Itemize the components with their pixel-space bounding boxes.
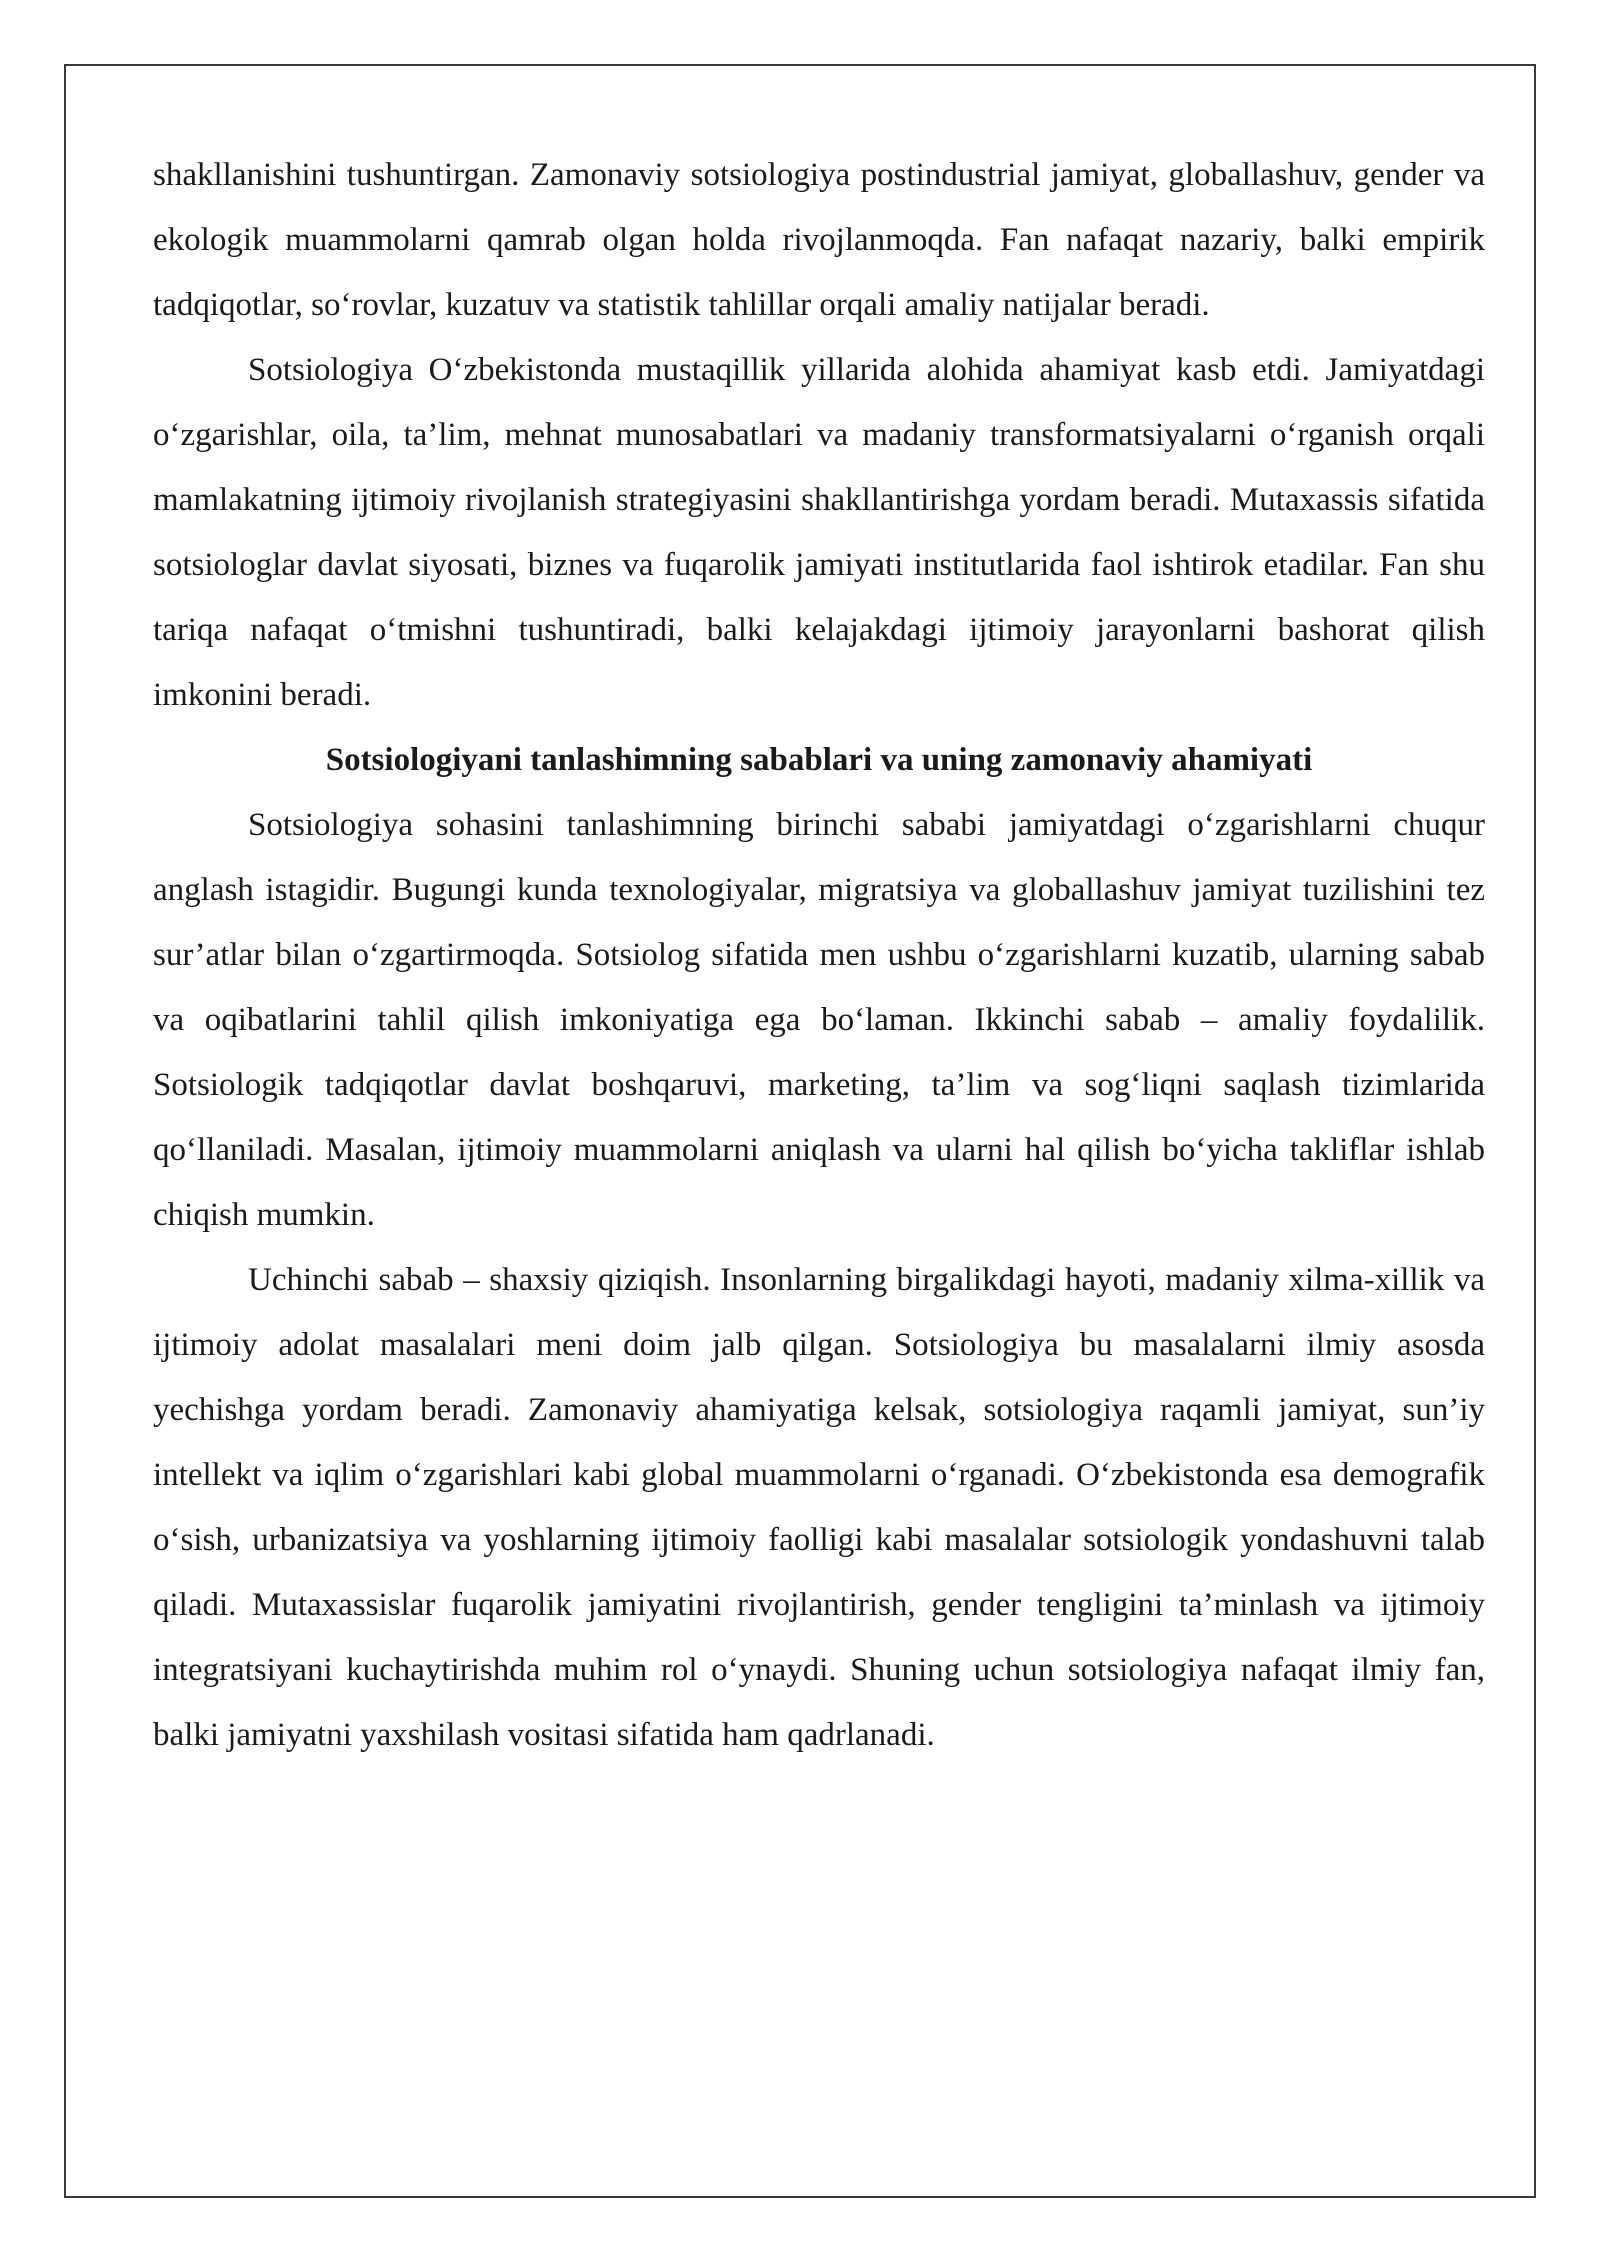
- section-heading: Sotsiologiyani tanlashimning sabablari va uning zamonaviy ahamiyati: [325, 742, 1313, 778]
- paragraph-third-reason: Uchinchi sabab – shaxsiy qiziqish. Insonlarning birgalikdagi hayoti, madaniy xilma-xillik va ijtimoiy adolat masalalari meni doim jalb qilgan. Sotsiologiya bu masalalarni ilmiy asosda yechishga yordam beradi. Zamonaviy ahamiyatiga kelsak, sotsiologiya raqamli jamiyat, sun’iy intellekt va iqlim o‘zgarishlari kabi global muammolarni o‘rganadi. O‘zbekistonda esa demografik o‘sish, urbanizatsiya va yoshlarning ijtimoiy faolligi kabi masalalar sotsiologik yondashuvni talab qiladi. Mutaxassislar fuqarolik jamiyatini rivojlantirish, gender tengligini ta’minlash va ijtimoiy integratsiyani kuchaytirishda muhim rol o‘ynaydi. Shuning uchun sotsiologiya nafaqat ilmiy fan, balki jamiyatni yaxshilash vositasi sifatida ham qadrlanadi.: [153, 1262, 1485, 1753]
- paragraph-uzbekistan: Sotsiologiya O‘zbekistonda mustaqillik yillarida alohida ahamiyat kasb etdi. Jamiyatdagi o‘zgarishlar, oila, ta’lim, mehnat munosabatlari va madaniy transformatsiyalarni o‘rganish orqali mamlakatning ijtimoiy rivojlanish strategiyasini shakllantirishga yordam beradi. Mutaxassis sifatida sotsiologlar davlat siyosati, biznes va fuqarolik jamiyati institutlarida faol ishtirok etadilar. Fan shu tariqa nafaqat o‘tmishni tushuntiradi, balki kelajakdagi ijtimoiy jarayonlarni bashorat qilish imkonini beradi.: [153, 352, 1485, 713]
- paragraph-continued: shakllanishini tushuntirgan. Zamonaviy sotsiologiya postindustrial jamiyat, globallashuv, gender va ekologik muammolarni qamrab olgan holda rivojlanmoqda. Fan nafaqat nazariy, balki empirik tadqiqotlar, so‘rovlar, kuzatuv va statistik tahlillar orqali amaliy natijalar beradi.: [153, 157, 1485, 323]
- document-body: [153, 143, 1485, 1768]
- paragraph-first-reason: Sotsiologiya sohasini tanlashimning birinchi sababi jamiyatdagi o‘zgarishlarni chuqur anglash istagidir. Bugungi kunda texnologiyalar, migratsiya va globallashuv jamiyat tuzilishini tez sur’atlar bilan o‘zgartirmoqda. Sotsiolog sifatida men ushbu o‘zgarishlarni kuzatib, ularning sabab va oqibatlarini tahlil qilish imkoniyatiga ega bo‘laman. Ikkinchi sabab – amaliy foydalilik. Sotsiologik tadqiqotlar davlat boshqaruvi, marketing, ta’lim va sog‘liqni saqlash tizimlarida qo‘llaniladi. Masalan, ijtimoiy muammolarni aniqlash va ularni hal qilish bo‘yicha takliflar ishlab chiqish mumkin.: [153, 807, 1485, 1233]
